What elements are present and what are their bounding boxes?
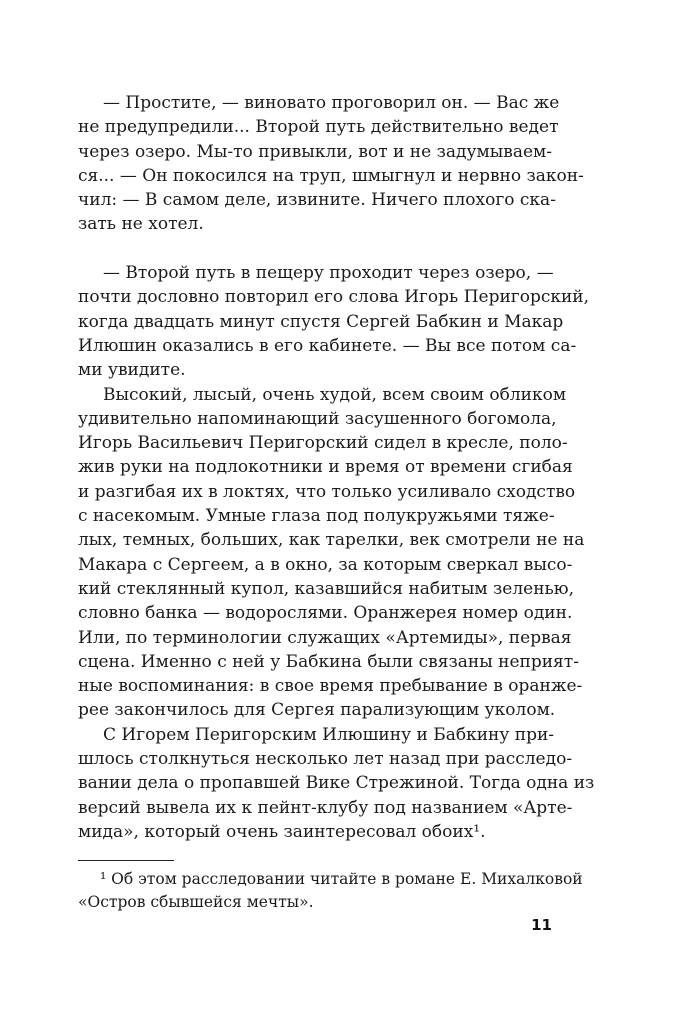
footnote-line: «Остров сбывшейся мечты». [78, 893, 314, 911]
text-line: через озеро. Мы-то привыкли, вот и не задумываем- [78, 141, 552, 162]
text-line: Или, по терминологии служащих «Артемиды», первая [78, 627, 572, 648]
paragraph-1 [78, 91, 584, 237]
footnote-line: ¹ Об этом расследовании читайте в романе Е. Михалковой [100, 870, 583, 888]
text-line: и разгибая их в локтях, что только усиливало сходство [78, 481, 576, 502]
footnote-separator-rule [78, 860, 174, 861]
text-line: рее закончилось для Сергея парализующим уколом. [78, 700, 556, 721]
text-line: Илюшин оказались в его кабинете. — Вы все потом са- [78, 335, 577, 356]
text-line: — Простите, — виновато проговорил он. — Вас же [103, 93, 560, 113]
text-line: ми увидите. [78, 360, 186, 381]
text-line: вании дела о пропавшей Вике Стрежиной. Тогда одна из [78, 773, 595, 794]
footnote [78, 860, 583, 914]
text-line: чил: — В самом деле, извините. Ничего плохого ска- [78, 190, 556, 211]
paragraph-2 [78, 261, 590, 382]
text-line: С Игорем Перигорским Илюшину и Бабкину при- [103, 724, 555, 745]
text-line: не предупредили... Второй путь действительно ведет [78, 117, 559, 138]
page-number: 11 [531, 916, 552, 934]
text-line: с насекомым. Умные глаза под полукружьями тяже- [78, 506, 555, 527]
text-line: зать не хотел. [78, 214, 204, 235]
paragraph-4 [78, 723, 595, 844]
text-line: ные воспоминания: в свое время пребывание в оранже- [78, 676, 583, 697]
text-line: шлось столкнуться несколько лет назад при расследо- [78, 749, 573, 770]
paragraph-3 [78, 383, 585, 723]
text-line: кий стеклянный купол, казавшийся набитым зеленью, [78, 578, 574, 599]
text-line: почти дословно повторил его слова Игорь Перигорский, [78, 287, 590, 308]
text-line: ся... — Он покосился на труп, шмыгнул и нервно закон- [78, 165, 584, 186]
text-line: версий вывела их к пейнт-клубу под названием «Арте- [78, 797, 573, 818]
text-line: когда двадцать минут спустя Сергей Бабкин и Макар [78, 311, 564, 332]
body-text [78, 91, 595, 844]
text-line: лых, темных, больших, как тарелки, век смотрели не на [78, 530, 585, 551]
text-line: Игорь Васильевич Перигорский сидел в кресле, поло- [78, 433, 568, 454]
text-line: жив руки на подлокотники и время от времени сгибая [78, 457, 573, 478]
text-line: мида», который очень заинтересовал обоих¹. [78, 821, 486, 842]
text-line: Высокий, лысый, очень худой, всем своим обликом [103, 384, 567, 405]
text-line: — Второй путь в пещеру проходит через озеро, — [103, 263, 554, 284]
text-line: Макара с Сергеем, а в окно, за которым сверкал высо- [78, 554, 573, 575]
text-line: удивительно напоминающий засушенного богомола, [78, 408, 557, 429]
text-line: сцена. Именно с ней у Бабкина были связаны неприят- [78, 651, 579, 672]
text-line: словно банка — водорослями. Оранжерея номер один. [78, 603, 573, 624]
